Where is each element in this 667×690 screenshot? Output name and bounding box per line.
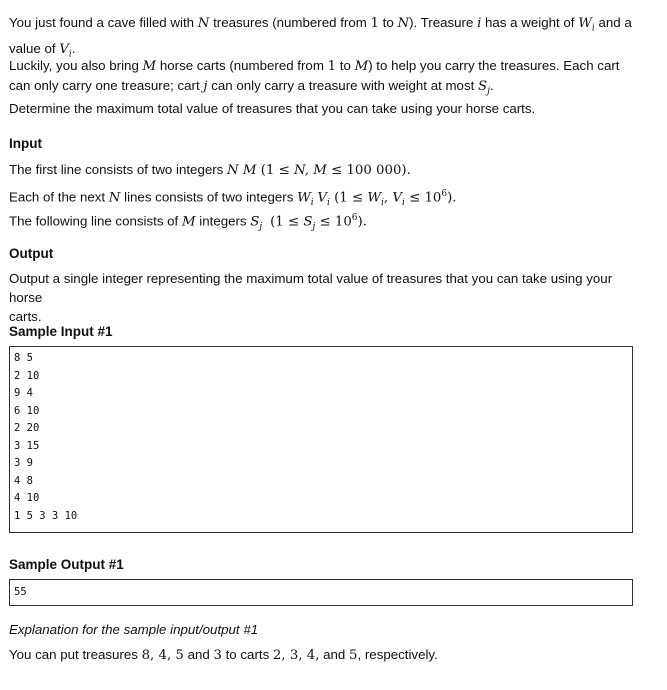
- math-num: 5: [349, 648, 358, 663]
- math-num: 1: [327, 59, 337, 74]
- math-sub: i: [401, 198, 405, 209]
- text: can only carry a treasure with weight at most: [207, 78, 478, 93]
- math-num: ≤ 10: [404, 190, 442, 206]
- math-sup: 6: [441, 189, 448, 199]
- explanation-title: Explanation for the sample input/output #1: [9, 622, 259, 637]
- text: to: [336, 58, 355, 73]
- math-var: W: [297, 190, 311, 206]
- text: ) to help you carry the treasures. Each cart: [368, 58, 620, 73]
- input-heading: Input: [9, 136, 42, 151]
- math-num: (1 ≤: [329, 190, 368, 206]
- text: Output a single integer representing the maximum total value of treasures that you can take using your horse: [9, 271, 613, 305]
- math-var: N: [108, 190, 121, 206]
- math-var: M: [181, 214, 196, 230]
- explanation-text: [9, 645, 639, 665]
- input-line-3: [9, 209, 639, 237]
- sample-output-box[interactable]: [9, 579, 633, 606]
- math-sub: j: [312, 222, 316, 233]
- text: value of: [9, 40, 60, 56]
- sample-input-heading: Sample Input #1: [9, 324, 113, 339]
- text: .: [489, 78, 494, 93]
- sample-input-line: 8 5: [14, 352, 33, 364]
- math-var: W: [578, 16, 592, 31]
- sample-input-line: 1 5 3 3 10: [14, 509, 78, 522]
- math-num: 1: [370, 16, 379, 31]
- math-num: 3: [213, 648, 222, 663]
- text: integers: [195, 213, 251, 229]
- math-var: W: [367, 190, 381, 206]
- text: horse carts (numbered from: [156, 58, 328, 73]
- text: lines consists of two integers: [120, 189, 298, 205]
- math-var: S: [477, 79, 488, 94]
- math-var: N: [197, 16, 210, 31]
- text: can only carry one treasure; cart: [9, 78, 204, 93]
- text: The following line consists of: [9, 213, 182, 229]
- text: and a: [594, 15, 632, 30]
- math-num: 2, 3, 4,: [272, 648, 320, 663]
- sample-input-line: 4 8: [14, 474, 33, 487]
- math-sub: j: [487, 86, 490, 97]
- sample-input-line: 4 10: [14, 492, 40, 504]
- math-var: S: [303, 214, 313, 230]
- sample-input-line: 3 15: [14, 439, 40, 452]
- text: You just found a cave filled with: [9, 15, 198, 30]
- statement-paragraph-2: [9, 56, 639, 102]
- text: and: [183, 647, 214, 662]
- text: and: [319, 647, 350, 662]
- math-var: V: [317, 190, 327, 206]
- statement-paragraph-3: Determine the maximum total value of treasures that you can take using your horse carts.: [9, 101, 536, 116]
- text: to: [378, 15, 398, 30]
- text: Luckily, you also bring: [9, 58, 143, 73]
- math-var: i: [477, 16, 482, 31]
- text: has a weight of: [481, 15, 579, 30]
- math-num: ≤ 10: [315, 214, 352, 230]
- sample-input-line: 2 20: [14, 422, 40, 434]
- text: carts.: [9, 309, 42, 324]
- math-sub: i: [381, 198, 384, 209]
- math-var: V: [392, 190, 402, 206]
- text: to carts: [221, 647, 273, 662]
- text: , respectively.: [357, 647, 438, 662]
- math-sub: i: [68, 49, 72, 60]
- math-var: j: [203, 79, 208, 94]
- sample-input-line: 9 4: [14, 387, 33, 399]
- math-sub: i: [326, 198, 330, 209]
- math-num: 8, 4, 5: [141, 648, 184, 663]
- math-var: S: [250, 214, 260, 230]
- math-num: ).: [447, 190, 457, 206]
- sample-input-line: 3 9: [14, 457, 33, 469]
- text: treasures (numbered from: [209, 15, 371, 30]
- sample-output-heading: Sample Output #1: [9, 557, 124, 572]
- math-sup: 6: [351, 213, 358, 223]
- sample-output-line: 55: [14, 586, 27, 598]
- text: ). Treasure: [409, 15, 478, 30]
- math-num: (1 ≤: [265, 214, 304, 230]
- text: The first line consists of two integers: [9, 162, 228, 177]
- text: You can put treasures: [9, 647, 142, 662]
- text: Each of the next: [9, 189, 109, 205]
- math-num: ,: [383, 190, 393, 206]
- output-description: [9, 269, 639, 326]
- math-sub: i: [591, 23, 595, 34]
- math-sub: i: [310, 198, 314, 209]
- text: .: [71, 40, 76, 56]
- sample-input-line: 2 10: [14, 369, 40, 382]
- sample-input-line: 6 10: [14, 404, 40, 417]
- sample-input-box[interactable]: [9, 346, 633, 533]
- input-line-1: [9, 160, 639, 180]
- math-var: N M: [227, 163, 257, 178]
- math-num: (1 ≤: [256, 163, 294, 178]
- math-var: V: [59, 41, 69, 57]
- math-num: ).: [357, 214, 367, 230]
- math-var: M: [142, 59, 157, 74]
- math-num: ≤ 100 000).: [326, 163, 411, 178]
- math-var: N: [397, 16, 410, 31]
- math-sub: j: [259, 222, 263, 233]
- output-heading: Output: [9, 246, 54, 261]
- math-var: M: [354, 59, 369, 74]
- math-var: N, M: [293, 163, 327, 178]
